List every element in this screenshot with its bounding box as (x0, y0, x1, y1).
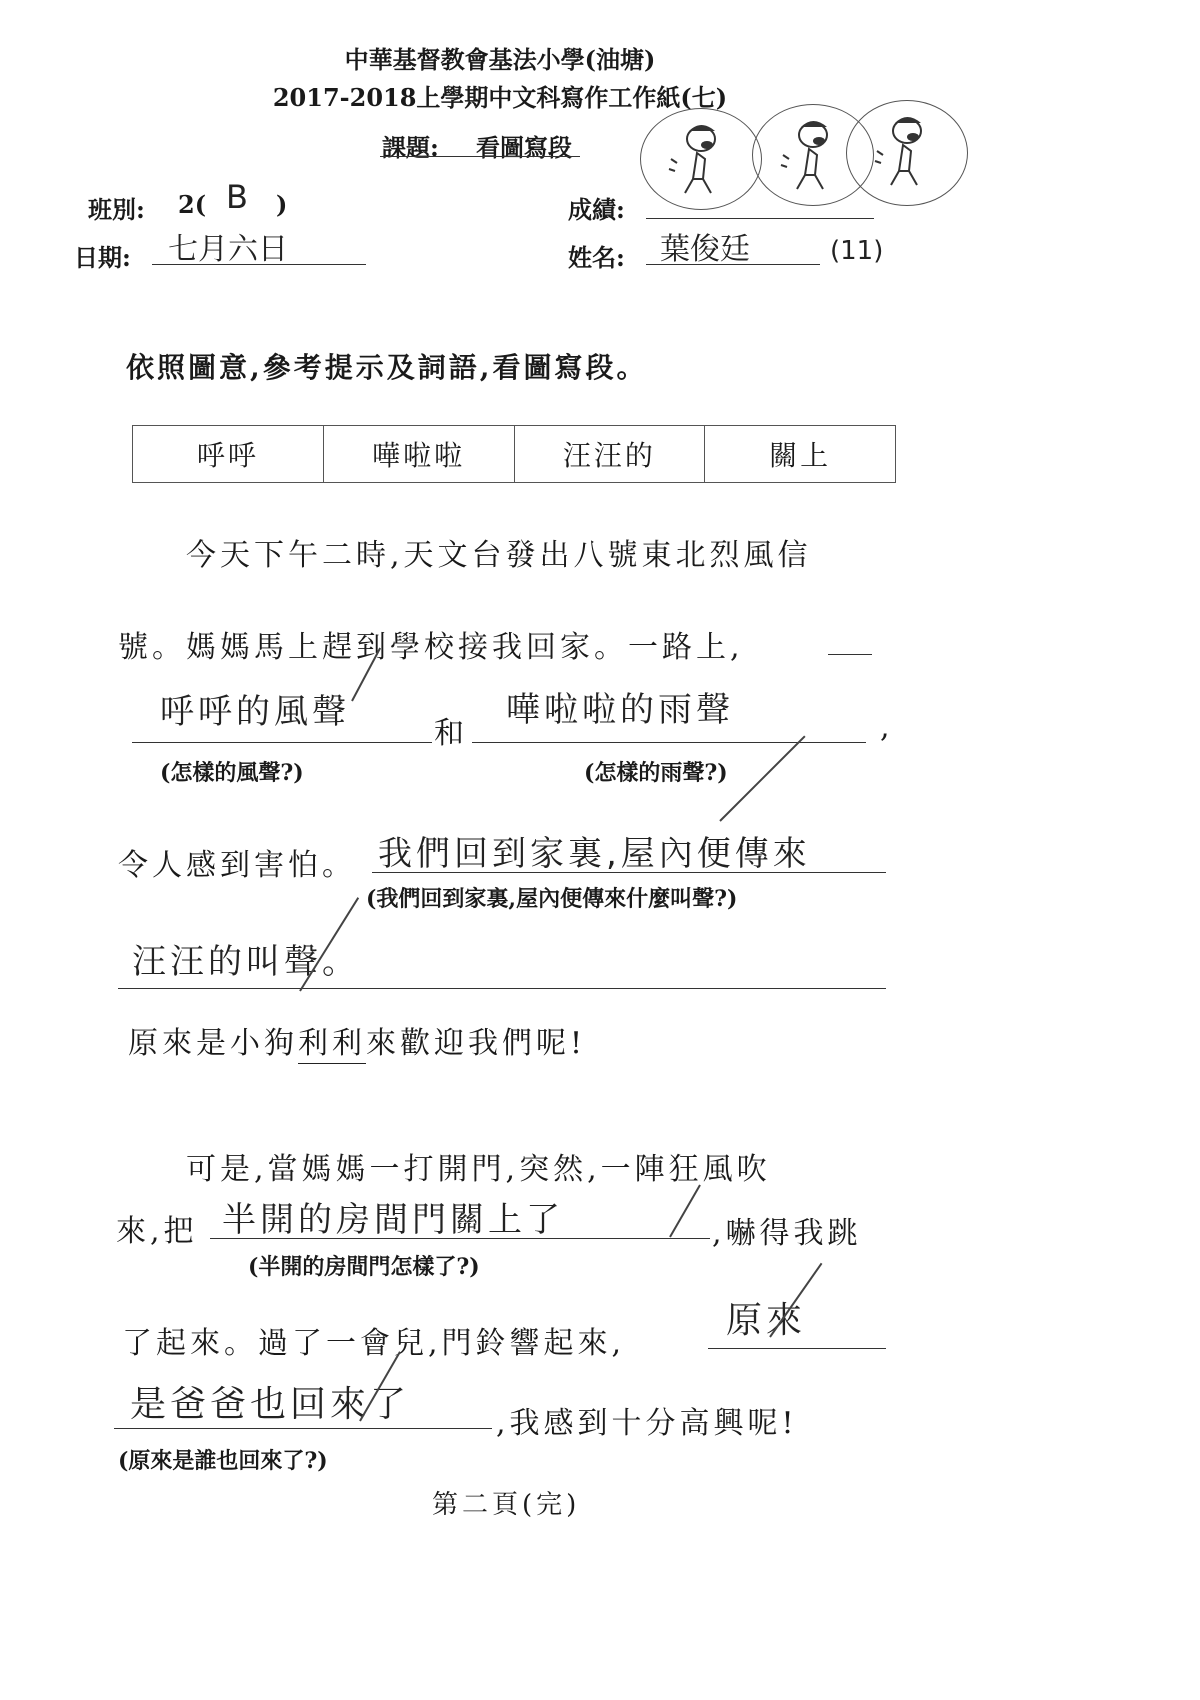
answer-who-2[interactable]: 是爸爸也回來了 (130, 1384, 411, 1425)
school-name: 中華基督教會基法小學(油塘) (344, 45, 656, 74)
class-value[interactable]: B (226, 178, 248, 216)
answer-rain[interactable]: 嘩啦啦的雨聲 (506, 690, 734, 730)
snoopy-stamp-icon (846, 100, 968, 206)
connector-and: 和 (434, 716, 468, 751)
name-underline (646, 264, 820, 265)
answer-door[interactable]: 半開的房間門關上了 (222, 1200, 564, 1240)
snoopy-stamp-icon (640, 108, 762, 210)
answer-bark[interactable]: 汪汪的叫聲。 (132, 942, 360, 982)
p2-line4-post: ,我感到十分高興呢! (496, 1406, 798, 1441)
hint-who: (原來是誰也回來了?) (118, 1448, 328, 1474)
answer-who-2-underline (114, 1428, 492, 1429)
p1-dog-pre: 原來是小狗 (128, 1026, 298, 1061)
answer-wind-underline (132, 742, 432, 743)
class-prefix: 2( (178, 190, 207, 219)
hint-rain: (怎樣的雨聲?) (584, 760, 728, 786)
hint-home: (我們回到家裏,屋內便傳來什麼叫聲?) (366, 886, 738, 912)
p2-line1: 可是,當媽媽一打開門,突然,一陣狂風吹 (186, 1152, 771, 1187)
word-bank-table (132, 425, 896, 483)
hint-door: (半開的房間門怎樣了?) (248, 1254, 480, 1280)
answer-home[interactable]: 我們回到家裏,屋內便傳來 (378, 834, 811, 874)
p2-line2-pre: 來,把 (116, 1214, 198, 1249)
p1-line1: 今天下午二時,天文台發出八號東北烈風信 (186, 538, 812, 573)
date-value[interactable]: 七月六日 (168, 232, 288, 267)
check-mark-icon (719, 735, 805, 821)
page-footer: 第二頁(完) (432, 1490, 581, 1520)
answer-who-1[interactable]: 原來 (726, 1300, 807, 1341)
answer-rain-underline (472, 742, 866, 743)
hint-wind: (怎樣的風聲?) (160, 760, 304, 786)
p2-line2-post: ,嚇得我跳 (712, 1216, 862, 1251)
p1-comma: , (880, 710, 894, 745)
class-suffix: ) (276, 190, 288, 219)
p1-fear: 令人感到害怕。 (118, 848, 356, 883)
check-mark-icon (669, 1185, 701, 1238)
p1-dog-post: 來歡迎我們呢! (366, 1026, 587, 1061)
score-underline (646, 218, 874, 219)
score-label: 成績: (568, 195, 625, 224)
dog-name: 利利 (298, 1026, 366, 1064)
answer-bark-underline (118, 988, 886, 989)
answer-door-underline (210, 1238, 710, 1239)
p1-line2: 號。媽媽馬上趕到學校接我回家。一路上, (118, 630, 744, 665)
word-bank-item: 呼呼 (133, 426, 324, 483)
p1-dog-line (128, 1018, 586, 1062)
student-number: (11) (830, 236, 884, 266)
instruction: 依照圖意,參考提示及詞語,看圖寫段。 (126, 351, 648, 384)
answer-wind[interactable]: 呼呼的風聲 (160, 692, 350, 732)
answer-home-underline (372, 872, 886, 873)
word-bank-item: 汪汪的 (514, 426, 705, 483)
name-value[interactable]: 葉俊廷 (660, 232, 750, 267)
word-bank-item: 關上 (705, 426, 896, 483)
name-label: 姓名: (568, 243, 625, 272)
worksheet-title: 2017-2018上學期中文科寫作工作紙(七) (272, 83, 728, 112)
p2-line3: 了起來。過了一會兒,門鈴響起來, (122, 1326, 626, 1361)
class-label: 班別: (88, 195, 145, 224)
date-underline (152, 264, 366, 265)
topic-value: 看圖寫段 (476, 133, 572, 162)
answer-who-1-underline (708, 1348, 886, 1349)
topic-underline (380, 156, 580, 157)
word-bank-item: 嘩啦啦 (323, 426, 514, 483)
date-label: 日期: (74, 243, 131, 272)
topic-label: 課題: (382, 133, 439, 162)
p1-line2-underline (828, 654, 872, 655)
